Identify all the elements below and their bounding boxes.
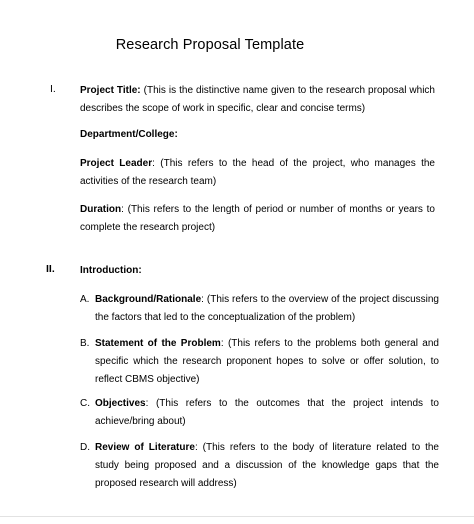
duration-text: : (This refers to the length of period or number of months or years to complete the research project) xyxy=(80,204,435,233)
project-title-text: (This is the distinctive name given to the research proposal which describes the scope of work in specific, clear and concise terms) xyxy=(80,85,435,114)
bottom-divider xyxy=(0,516,474,517)
project-leader-text: : (This refers to the head of the project, who manages the activities of the research team) xyxy=(80,158,435,187)
statement-of-problem-text: : (This refers to the problems both general and specific which the research proponent hopes to solve or offer solution, to reflect CBMS objective) xyxy=(95,338,439,385)
background-rationale-text: : (This refers to the overview of the project discussing the factors that led to the conceptualization of the problem) xyxy=(95,294,439,323)
project-leader-label: Project Leader xyxy=(80,158,153,169)
review-of-literature-label: Review of Literature xyxy=(95,442,195,453)
project-title-label: Project Title: xyxy=(80,85,141,96)
objectives-label: Objectives xyxy=(95,398,146,409)
document-title: Research Proposal Template xyxy=(115,37,305,53)
item-d-letter: D. xyxy=(80,442,90,453)
objectives-text: : (This refers to the outcomes that the project intends to achieve/bring about) xyxy=(95,398,439,427)
statement-of-problem-label: Statement of the Problem xyxy=(95,338,221,349)
section-1-numeral: I. xyxy=(50,83,56,95)
introduction-heading: Introduction: xyxy=(80,265,142,276)
item-b-letter: B. xyxy=(80,338,90,349)
background-rationale-item xyxy=(95,291,439,327)
item-a-letter: A. xyxy=(80,294,90,305)
statement-of-problem-item xyxy=(95,335,439,389)
project-leader-paragraph xyxy=(80,155,435,191)
duration-paragraph xyxy=(80,201,435,237)
review-of-literature-text: : (This refers to the body of literature related to the study being proposed and a discussion of the knowledge gaps that the proposed research will address) xyxy=(95,442,439,489)
review-of-literature-item xyxy=(95,439,439,493)
duration-label: Duration xyxy=(80,204,122,215)
item-c-letter: C. xyxy=(80,398,90,409)
background-rationale-label: Background/Rationale xyxy=(95,294,202,305)
objectives-item xyxy=(95,395,439,431)
department-label: Department/College: xyxy=(80,129,178,140)
section-2-numeral: II. xyxy=(46,263,55,275)
project-title-paragraph xyxy=(80,82,435,118)
department-paragraph xyxy=(80,126,435,144)
